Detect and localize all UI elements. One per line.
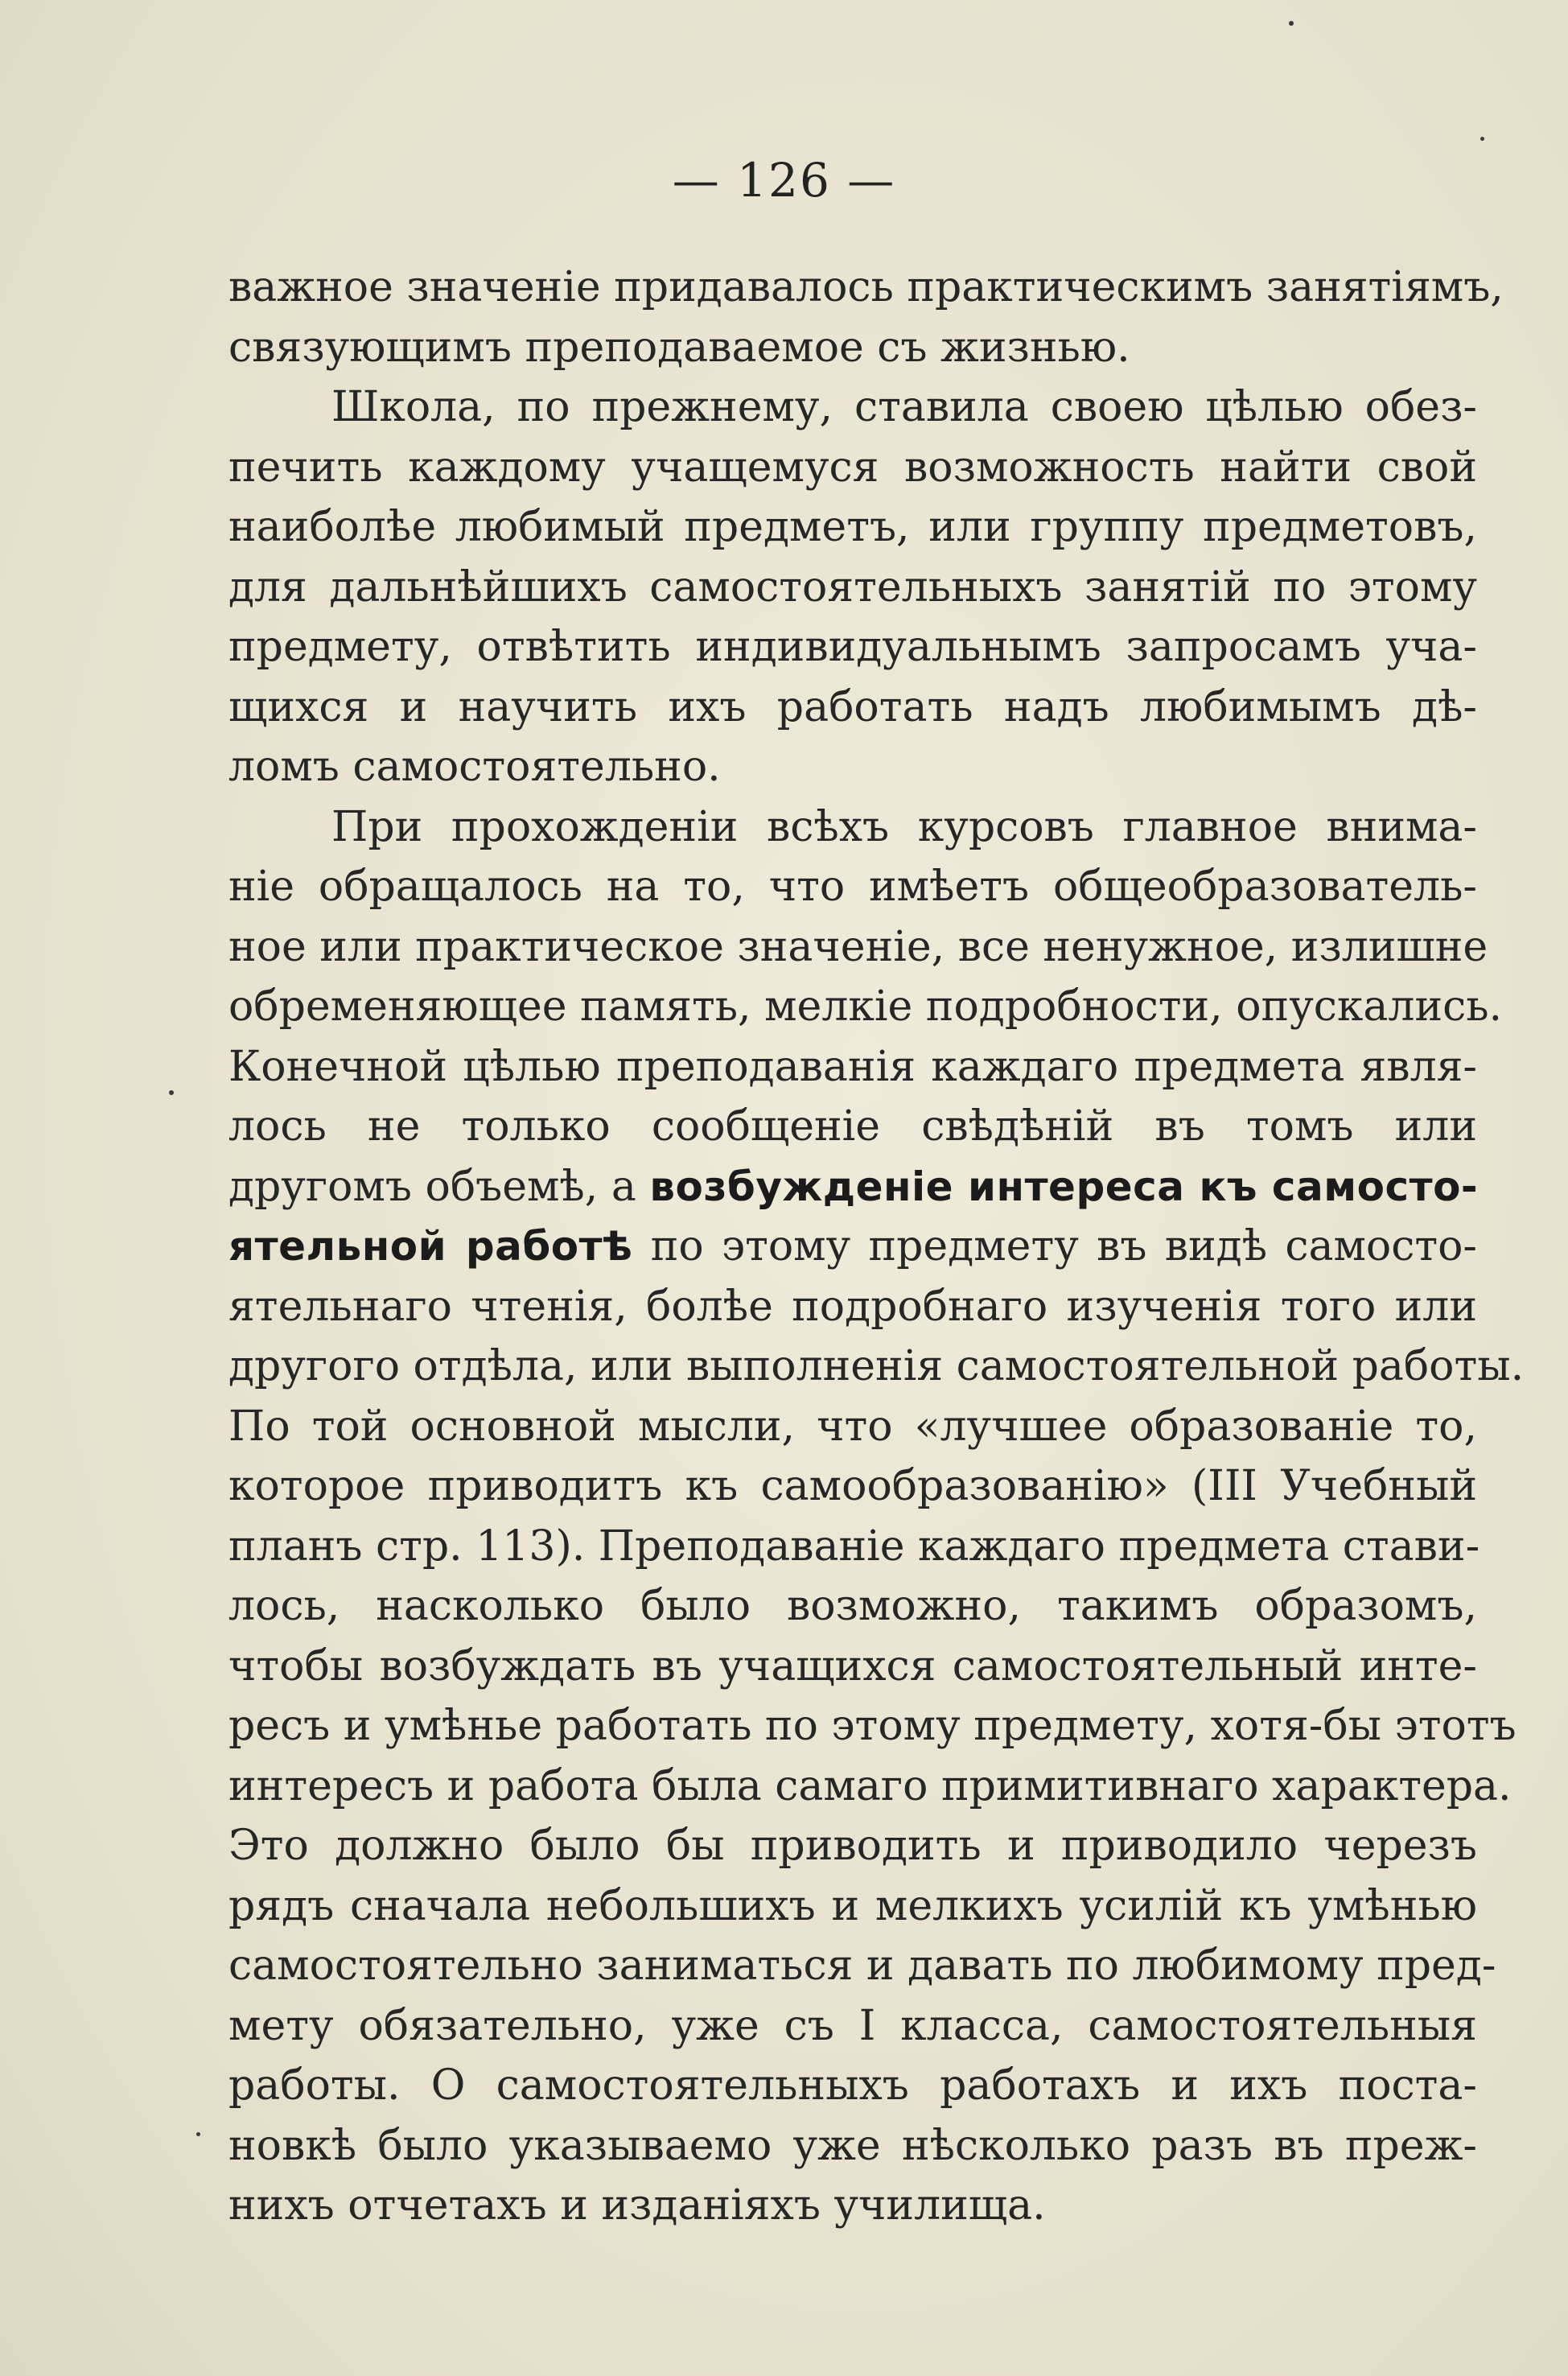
ink-speck [1480, 137, 1484, 141]
line-text: Это должно было бы приводить и приводило черезъ [228, 1822, 1477, 1870]
line-text: другого отдѣла, или выполненія самостоятельной работы. [228, 1342, 1525, 1390]
line-text: щихся и научить ихъ работать надъ любимымъ дѣ- [228, 682, 1477, 731]
line-text: которое приводитъ къ самообразованію» (III Учебный [228, 1462, 1477, 1510]
text-line [228, 1696, 1517, 1756]
line-text: связующимъ преподаваемое съ жизнью. [228, 323, 1130, 372]
text-line [228, 1517, 1480, 1577]
line-text: чтобы возбуждать въ учащихся самостоятельный инте- [228, 1641, 1477, 1690]
text-line [228, 797, 1477, 858]
text-line [228, 438, 1477, 498]
line-text: ніе обращалось на то, что имѣетъ общеобразователь- [228, 863, 1477, 911]
text-line [228, 1217, 1477, 1277]
text-line [228, 677, 1477, 738]
line-text: По той основной мысли, что «лучшее образованіе то, [228, 1402, 1477, 1451]
text-line [228, 558, 1477, 618]
line-text: Конечной цѣлью преподаванія каждаго предмета явля- [228, 1042, 1477, 1091]
text-line [228, 977, 1503, 1037]
text-line [228, 318, 1477, 378]
line-text: для дальнѣйшихъ самостоятельныхъ занятій по этому [228, 562, 1477, 612]
line-text: предмету, отвѣтить индивидуальнымъ запросамъ уча- [228, 623, 1477, 671]
text-line [228, 1336, 1525, 1397]
text-line [228, 1576, 1477, 1637]
line-text: При прохожденіи всѣхъ курсовъ главное внима- [331, 802, 1477, 851]
emphasized-text: возбужденіе интереса къ самосто- [649, 1163, 1479, 1210]
text-line [228, 1397, 1477, 1457]
line-text: наиболѣе любимый предметъ, или группу предметовъ, [228, 503, 1477, 551]
page-number: — 126 — [672, 153, 896, 208]
line-text: самостоятельно заниматься и давать по любимому пред- [228, 1942, 1496, 1990]
text-line [228, 1097, 1477, 1157]
ink-speck [196, 2132, 200, 2136]
text-line [228, 2116, 1477, 2176]
text-line [228, 857, 1477, 917]
text-line [228, 617, 1477, 677]
line-text: ресъ и умѣнье работать по этому предмету, хотя-бы этотъ [228, 1702, 1517, 1750]
line-text: лось не только сообщеніе свѣдѣній въ томъ или [228, 1102, 1477, 1151]
line-text: другомъ объемѣ, а [228, 1162, 636, 1211]
line-text: ное или практическое значеніе, все ненужное, излишне [228, 922, 1488, 971]
text-line [228, 2176, 1477, 2236]
emphasized-text: ятельной работѣ [228, 1223, 633, 1270]
line-text: лось, насколько было возможно, такимъ образомъ, [228, 1582, 1477, 1630]
text-line [228, 497, 1477, 558]
text-line [228, 1157, 1477, 1217]
line-text: работы. О самостоятельныхъ работахъ и ихъ поста- [228, 2061, 1477, 2110]
ink-speck [1289, 21, 1294, 26]
text-line [228, 377, 1477, 438]
text-line [228, 2056, 1477, 2116]
line-text: обременяющее память, мелкіе подробности, опускались. [228, 982, 1503, 1031]
line-text: ятельнаго чтенія, болѣе подробнаго изученія того или [228, 1282, 1477, 1331]
text-line [228, 1876, 1477, 1937]
line-text: планъ стр. 113). Преподаваніе каждаго предмета стави- [228, 1522, 1480, 1571]
line-text: интересъ и работа была самаго примитивнаго характера. [228, 1761, 1512, 1810]
body-text [228, 257, 1525, 2236]
text-line [228, 1277, 1477, 1337]
line-text: рядъ сначала небольшихъ и мелкихъ усилій къ умѣнью [228, 1881, 1477, 1930]
line-text: печить каждому учащемуся возможность найти свой [228, 443, 1477, 492]
text-line [228, 1037, 1477, 1097]
text-line [228, 1936, 1496, 1996]
text-line [228, 1996, 1477, 2057]
line-text: новкѣ было указываемо уже нѣсколько разъ въ преж- [228, 2121, 1477, 2170]
text-line [228, 737, 1477, 797]
line-text: нихъ отчетахъ и изданіяхъ училища. [228, 2181, 1046, 2230]
text-line [228, 1816, 1477, 1876]
line-text: важное значеніе придавалось практическимъ занятіямъ, [228, 263, 1504, 311]
line-text: по этому предмету въ видѣ самосто- [650, 1222, 1477, 1270]
text-line [228, 917, 1488, 978]
text-line [228, 1637, 1477, 1697]
text-line [228, 1456, 1477, 1517]
ink-speck [169, 1090, 174, 1095]
line-text: Школа, по прежнему, ставила своею цѣлью обез- [331, 383, 1477, 431]
line-text: ломъ самостоятельно. [228, 743, 721, 791]
text-line [228, 1756, 1512, 1817]
text-line [228, 257, 1504, 318]
line-text: мету обязательно, уже съ I класса, самостоятельныя [228, 2001, 1477, 2050]
